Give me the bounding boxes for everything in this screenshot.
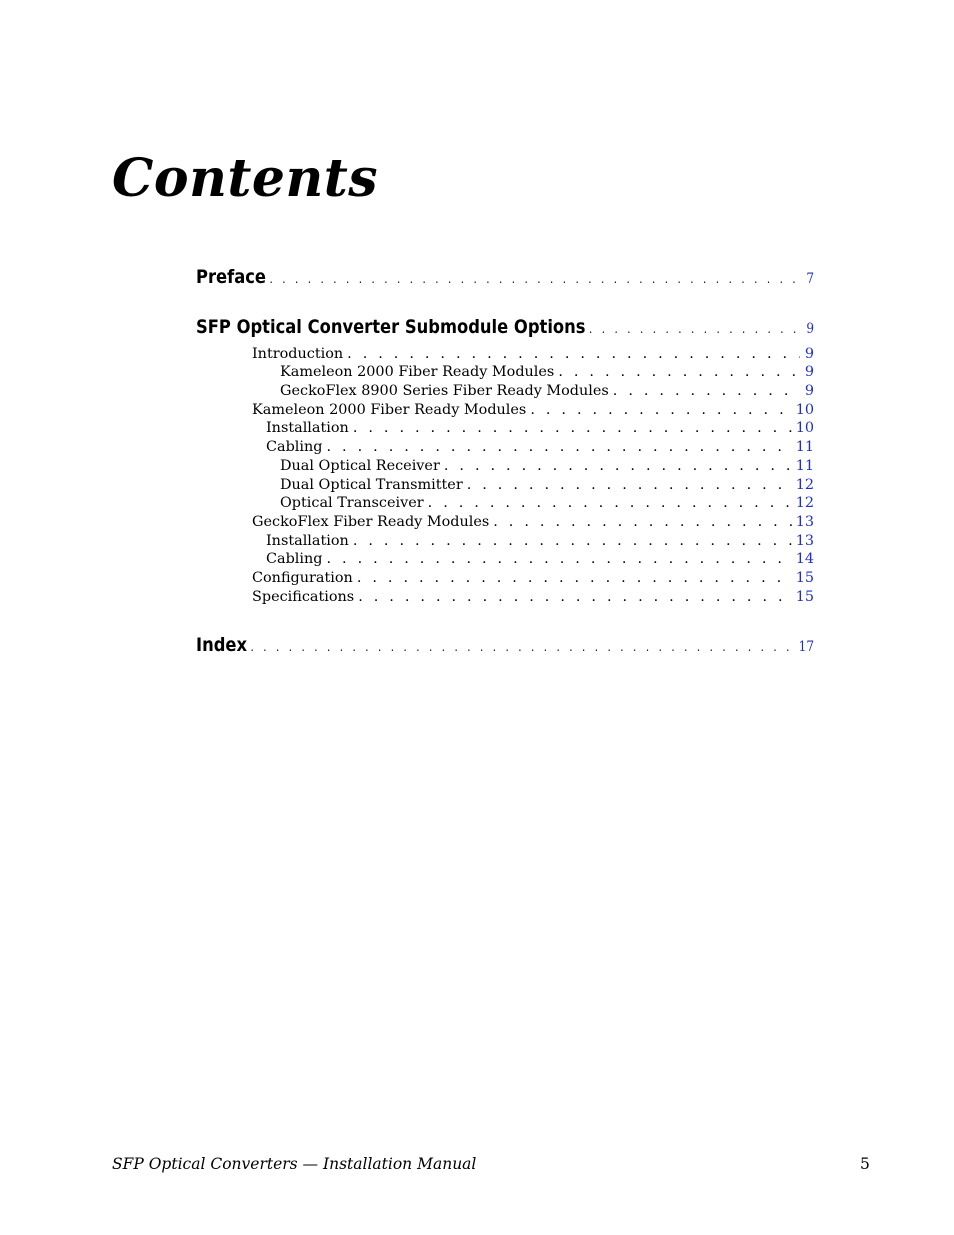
- dot-leader: [444, 458, 792, 474]
- toc-entry-label: Optical Transceiver: [280, 495, 424, 511]
- toc-page-link[interactable]: 10: [795, 420, 814, 436]
- toc-entry-label: Specifications: [252, 589, 355, 605]
- toc-page-link[interactable]: 13: [795, 514, 814, 530]
- toc-entry-label: Kameleon 2000 Fiber Ready Modules: [280, 364, 555, 380]
- toc-entry-label: Installation: [266, 533, 349, 549]
- dot-leader: [353, 420, 792, 436]
- toc-entry-sfp-options[interactable]: [196, 316, 814, 342]
- toc-entry-label: SFP Optical Converter Submodule Options: [196, 316, 586, 338]
- toc-entry-label: Kameleon 2000 Fiber Ready Modules: [252, 402, 527, 418]
- toc-page-link[interactable]: 15: [795, 570, 814, 586]
- toc-entry-geckoflex-8900[interactable]: [280, 383, 814, 402]
- page-title: Contents: [112, 148, 379, 209]
- toc-entry-specifications[interactable]: [252, 589, 814, 608]
- dot-leader: [530, 402, 791, 418]
- toc-entry-label: Installation: [266, 420, 349, 436]
- toc-entry-geckoflex-modules[interactable]: [252, 514, 814, 533]
- toc-page-link[interactable]: 17: [798, 639, 814, 655]
- toc-entry-label: Cabling: [266, 551, 323, 567]
- toc-entry-label: Dual Optical Receiver: [280, 458, 440, 474]
- toc-page-link[interactable]: 11: [795, 458, 814, 474]
- dot-leader: [558, 364, 800, 380]
- toc-entry-label: Introduction: [252, 346, 344, 362]
- dot-leader: [467, 477, 792, 493]
- dot-leader: [493, 514, 791, 530]
- footer-page-number: 5: [860, 1155, 870, 1173]
- dot-leader: [613, 383, 800, 399]
- toc-entry-dual-transmitter[interactable]: [280, 477, 814, 496]
- toc-entry-dual-receiver[interactable]: [280, 458, 814, 477]
- toc-entry-cabling[interactable]: [266, 551, 814, 570]
- toc-entry-label: GeckoFlex 8900 Series Fiber Ready Modules: [280, 383, 609, 399]
- toc-entry-installation[interactable]: [266, 533, 814, 552]
- toc-entry-label: Dual Optical Transmitter: [280, 477, 463, 493]
- toc-page-link[interactable]: 9: [806, 321, 814, 337]
- toc-page-link[interactable]: 11: [795, 439, 814, 455]
- dot-leader: [269, 272, 801, 286]
- dot-leader: [357, 570, 792, 586]
- toc-page-link[interactable]: 14: [795, 551, 814, 567]
- dot-leader: [428, 495, 792, 511]
- toc-page-link[interactable]: 12: [795, 495, 814, 511]
- toc-page-link[interactable]: 15: [795, 589, 814, 605]
- toc-page-link[interactable]: 9: [804, 346, 814, 362]
- toc-entry-installation[interactable]: [266, 420, 814, 439]
- toc-entry-kameleon-intro[interactable]: [280, 364, 814, 383]
- dot-leader: [327, 551, 792, 567]
- dot-leader: [353, 533, 792, 549]
- toc-entry-introduction[interactable]: [252, 346, 814, 365]
- toc-entry-kameleon-modules[interactable]: [252, 402, 814, 421]
- dot-leader: [358, 589, 791, 605]
- dot-leader: [250, 640, 795, 654]
- toc-page-link[interactable]: 13: [795, 533, 814, 549]
- toc-entry-label: GeckoFlex Fiber Ready Modules: [252, 514, 490, 530]
- toc-entry-label: Configuration: [252, 570, 353, 586]
- toc-page-link[interactable]: 12: [795, 477, 814, 493]
- toc-entry-configuration[interactable]: [252, 570, 814, 589]
- toc-page-link[interactable]: 9: [804, 383, 814, 399]
- toc-entry-label: Cabling: [266, 439, 323, 455]
- toc-entry-index[interactable]: [196, 634, 814, 660]
- toc-entry-label: Index: [196, 634, 248, 656]
- footer-title: SFP Optical Converters — Installation Manual: [112, 1155, 477, 1173]
- toc-entry-cabling[interactable]: [266, 439, 814, 458]
- toc-page-link[interactable]: 7: [806, 271, 814, 287]
- toc-entry-label: Preface: [196, 266, 267, 288]
- toc-entry-optical-transceiver[interactable]: [280, 495, 814, 514]
- dot-leader: [347, 346, 800, 362]
- dot-leader: [327, 439, 792, 455]
- toc-entry-preface[interactable]: [196, 266, 814, 292]
- toc-page-link[interactable]: 9: [804, 364, 814, 380]
- toc-page-link[interactable]: 10: [795, 402, 814, 418]
- dot-leader: [589, 322, 802, 336]
